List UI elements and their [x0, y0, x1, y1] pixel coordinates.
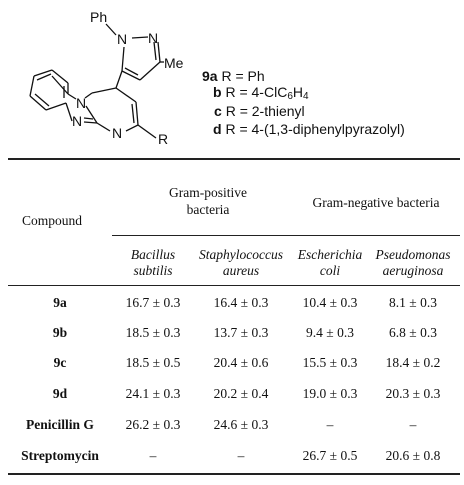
row-value: – [149, 448, 157, 463]
antibacterial-table [0, 155, 464, 485]
r-substituent-label: R [158, 131, 169, 147]
row-compound: 9d [52, 386, 68, 401]
row-compound: Penicillin G [26, 417, 94, 432]
r-group-9b [213, 84, 309, 100]
r-group-9a [202, 68, 265, 84]
pyrazole-n1-label: N [117, 31, 128, 47]
r-group-9d-text: R = 4-(1,3-diphenylpyrazolyl) [225, 121, 405, 137]
row-value: 24.6 ± 0.3 [213, 417, 269, 432]
col-pseudomonas-line2: aeruginosa [382, 263, 444, 278]
row-value: 15.5 ± 0.3 [302, 355, 358, 370]
row-value: 19.0 ± 0.3 [302, 386, 358, 401]
col-escherichia-line1: Escherichia [297, 247, 363, 262]
r-group-9d [213, 121, 405, 137]
col-bacillus-line2: subtilis [133, 263, 173, 278]
gram-positive-header-line2: bacteria [186, 202, 230, 217]
r-group-9b-text: R = 4-ClC [225, 84, 288, 100]
row-value: 16.4 ± 0.3 [213, 295, 269, 310]
row-value: 18.4 ± 0.2 [385, 355, 441, 370]
row-value: 6.8 ± 0.3 [389, 325, 437, 340]
row-value: 20.6 ± 0.8 [385, 448, 441, 463]
phenyl-label: Ph [90, 9, 108, 25]
r-group-9b-sub1: 6 [287, 91, 293, 102]
row-value: 18.5 ± 0.5 [125, 355, 181, 370]
row-compound: Streptomycin [21, 448, 99, 463]
r-group-9d-label: d [213, 121, 222, 137]
table-top-rule [8, 158, 460, 160]
col-staphylococcus-line2: aureus [222, 263, 260, 278]
methyl-label: Me [164, 55, 184, 71]
row-value: 20.4 ± 0.6 [213, 355, 269, 370]
r-group-9c-text: R = 2-thienyl [225, 103, 305, 119]
row-compound: 9c [53, 355, 67, 370]
row-value: 20.2 ± 0.4 [213, 386, 269, 401]
table-bottom-rule [8, 473, 460, 475]
row-value: 10.4 ± 0.3 [302, 295, 358, 310]
header-bottom-rule [8, 285, 460, 286]
r-group-9a-text: R = Ph [221, 68, 265, 84]
pyrazole-n2-label: N [148, 30, 159, 46]
pyrimidine-n-label: N [112, 125, 123, 141]
row-value: 13.7 ± 0.3 [213, 325, 269, 340]
row-value: 20.3 ± 0.3 [385, 386, 441, 401]
row-value: – [237, 448, 245, 463]
row-value: – [409, 417, 417, 432]
bridgehead-n-label: N [76, 95, 87, 111]
col-escherichia-line2: coli [319, 263, 341, 278]
row-value: 24.1 ± 0.3 [125, 386, 181, 401]
col-pseudomonas-line1: Pseudomonas [375, 247, 451, 262]
row-compound: 9a [53, 295, 67, 310]
compound-header: Compound [22, 213, 83, 228]
row-value: 26.7 ± 0.5 [302, 448, 358, 463]
r-group-9c-label: c [214, 103, 222, 119]
gram-negative-header: Gram-negative bacteria [312, 195, 440, 210]
row-value: – [326, 417, 334, 432]
row-value: 18.5 ± 0.3 [125, 325, 181, 340]
r-group-9c [214, 103, 305, 119]
header-sub-rule [112, 235, 460, 236]
r-group-9b-text2: H [292, 84, 303, 100]
row-value: 9.4 ± 0.3 [306, 325, 354, 340]
col-staphylococcus-line1: Staphylococcus [199, 247, 283, 262]
row-value: 26.2 ± 0.3 [125, 417, 181, 432]
row-compound: 9b [52, 325, 68, 340]
row-value: 8.1 ± 0.3 [389, 295, 437, 310]
col-bacillus-line1: Bacillus [130, 247, 176, 262]
r-group-9a-label: 9a [202, 68, 218, 84]
imidazole-n-label: N [72, 113, 83, 129]
r-group-9b-label: b [213, 84, 222, 100]
gram-positive-header-line1: Gram-positive [169, 185, 247, 200]
chemical-structure [0, 0, 464, 152]
r-group-9b-sub2: 4 [303, 91, 309, 102]
row-value: 16.7 ± 0.3 [125, 295, 181, 310]
